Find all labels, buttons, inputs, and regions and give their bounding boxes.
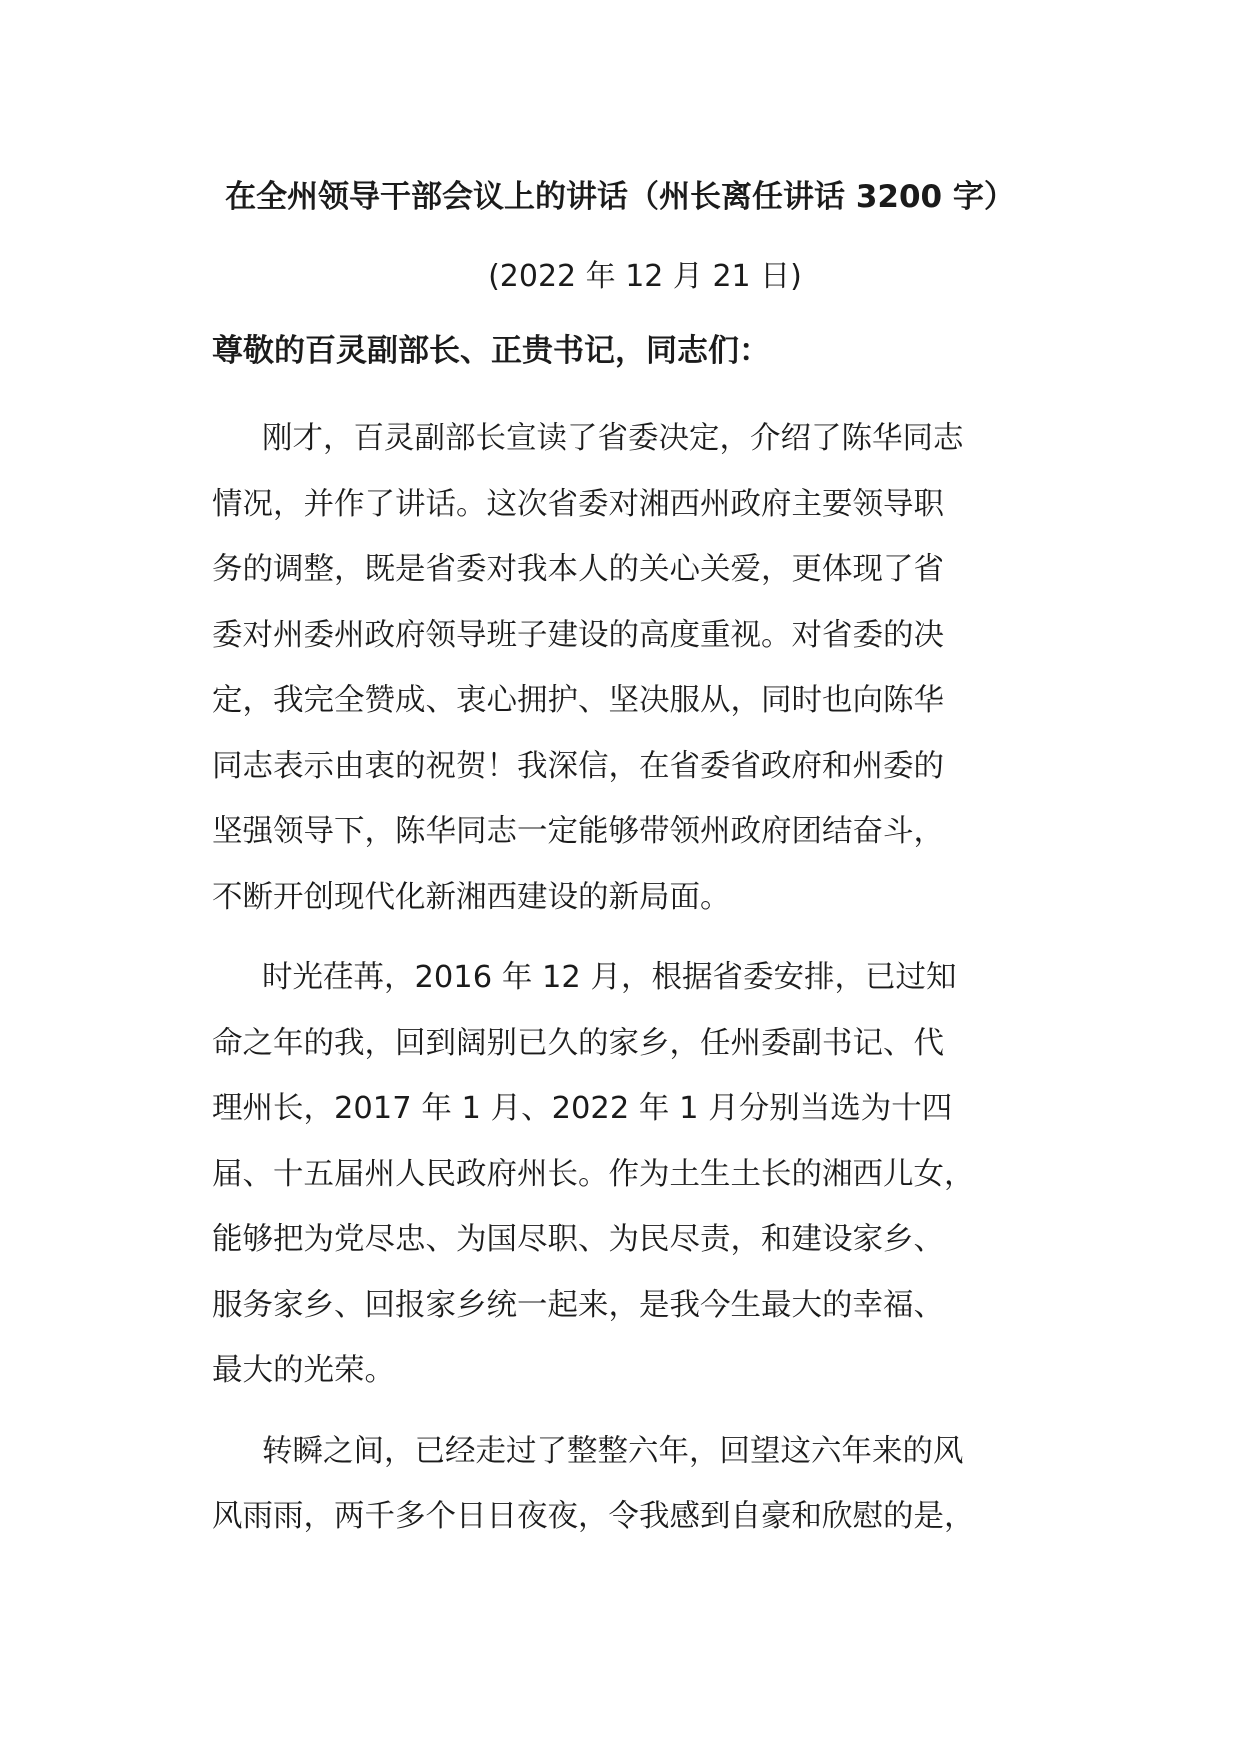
text-line: 务的调整，既是省委对我本人的关心关爱，更体现了省 — [212, 552, 944, 587]
text-line: 理州长，2017 年 1 月、2022 年 1 月分别当选为十四 — [212, 1091, 953, 1126]
text-line: 最大的光荣。 — [212, 1353, 395, 1388]
document-body — [212, 406, 1032, 1565]
text-line: 能够把为党尽忠、为国尽职、为民尽责，和建设家乡、 — [212, 1222, 944, 1257]
text-line: 坚强领导下，陈华同志一定能够带领州政府团结奋斗， — [212, 814, 944, 849]
text-line: 命之年的我，回到阔别已久的家乡，任州委副书记、代 — [212, 1025, 944, 1061]
speech-date: (2022 年 12 月 21 日) — [488, 259, 802, 294]
text-line: 时光荏苒，2016 年 12 月，根据省委安排，已过知 — [262, 960, 957, 995]
salutation: 尊敬的百灵副部长、正贵书记，同志们： — [212, 333, 770, 369]
text-line: 刚才，百灵副部长宣读了省委决定，介绍了陈华同志 — [262, 421, 964, 456]
paragraph-3 — [212, 1419, 1032, 1550]
paragraph-1 — [212, 406, 1032, 930]
text-line: 风雨雨，两千多个日日夜夜，令我感到自豪和欣慰的是， — [212, 1499, 975, 1534]
text-line: 情况，并作了讲话。这次省委对湘西州政府主要领导职 — [212, 486, 944, 522]
paragraph-2 — [212, 945, 1032, 1404]
text-line: 委对州委州政府领导班子建设的高度重视。对省委的决 — [212, 617, 944, 653]
text-line: 转瞬之间，已经走过了整整六年，回望这六年来的风 — [262, 1433, 964, 1469]
text-line: 届、十五届州人民政府州长。作为土生土长的湘西儿女， — [212, 1156, 975, 1192]
text-line: 定，我完全赞成、衷心拥护、坚决服从，同时也向陈华 — [212, 683, 944, 718]
text-line: 服务家乡、回报家乡统一起来，是我今生最大的幸福、 — [212, 1287, 944, 1323]
text-line: 不断开创现代化新湘西建设的新局面。 — [212, 879, 731, 915]
text-line: 同志表示由衷的祝贺！我深信，在省委省政府和州委的 — [212, 748, 944, 784]
document-title: 在全州领导干部会议上的讲话（州长离任讲话 3200 字） — [225, 179, 1015, 215]
